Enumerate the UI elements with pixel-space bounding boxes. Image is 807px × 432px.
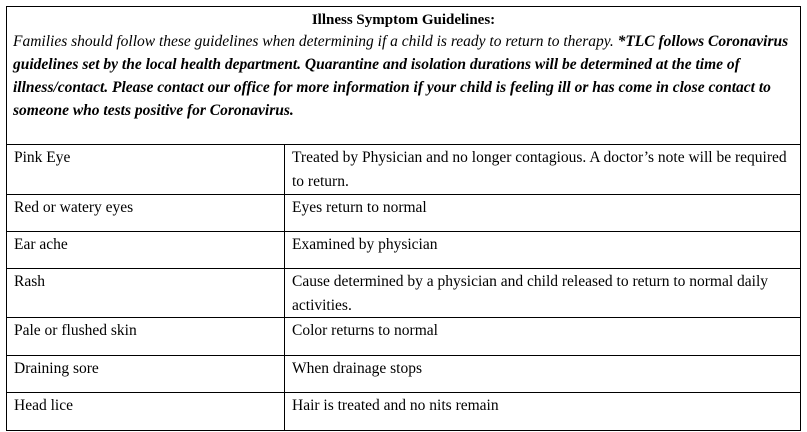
- table-row: [7, 232, 801, 269]
- symptom-cell: Pink Eye: [7, 145, 285, 195]
- guideline-cell: Eyes return to normal: [285, 195, 801, 232]
- symptom-cell: Draining sore: [7, 356, 285, 393]
- policy-text: *TLC follows Coronavirus guidelines set by the local health department. Quarantine and isolation durations will be determined at the time of illness/contact. Please contact our office for more information if your child is feeling ill or has come in close contact to someone who tests positive for Coronavirus.: [13, 33, 789, 119]
- symptom-cell: Ear ache: [7, 232, 285, 269]
- guideline-cell: When drainage stops: [285, 356, 801, 393]
- guideline-cell: Cause determined by a physician and child released to return to normal daily activities.: [285, 269, 801, 318]
- symptom-cell: Red or watery eyes: [7, 195, 285, 232]
- symptom-cell: Pale or flushed skin: [7, 318, 285, 356]
- guidelines-header: [6, 6, 801, 144]
- guideline-cell: Color returns to normal: [285, 318, 801, 356]
- guidelines-document: [6, 6, 801, 431]
- table-row: [7, 393, 801, 431]
- guideline-cell: Examined by physician: [285, 232, 801, 269]
- guideline-cell: Hair is treated and no nits remain: [285, 393, 801, 431]
- symptom-cell: Head lice: [7, 393, 285, 431]
- guideline-cell: Treated by Physician and no longer contagious. A doctor’s note will be required to return.: [285, 145, 801, 195]
- symptom-cell: Rash: [7, 269, 285, 318]
- table-row: [7, 318, 801, 356]
- symptom-table: [6, 144, 801, 431]
- intro-text: Families should follow these guidelines when determining if a child is ready to return to therapy.: [13, 33, 618, 50]
- table-row: [7, 269, 801, 318]
- table-row: [7, 145, 801, 195]
- guidelines-paragraph: [13, 30, 794, 122]
- document-title: Illness Symptom Guidelines:: [311, 12, 496, 28]
- table-row: [7, 195, 801, 232]
- table-row: [7, 356, 801, 393]
